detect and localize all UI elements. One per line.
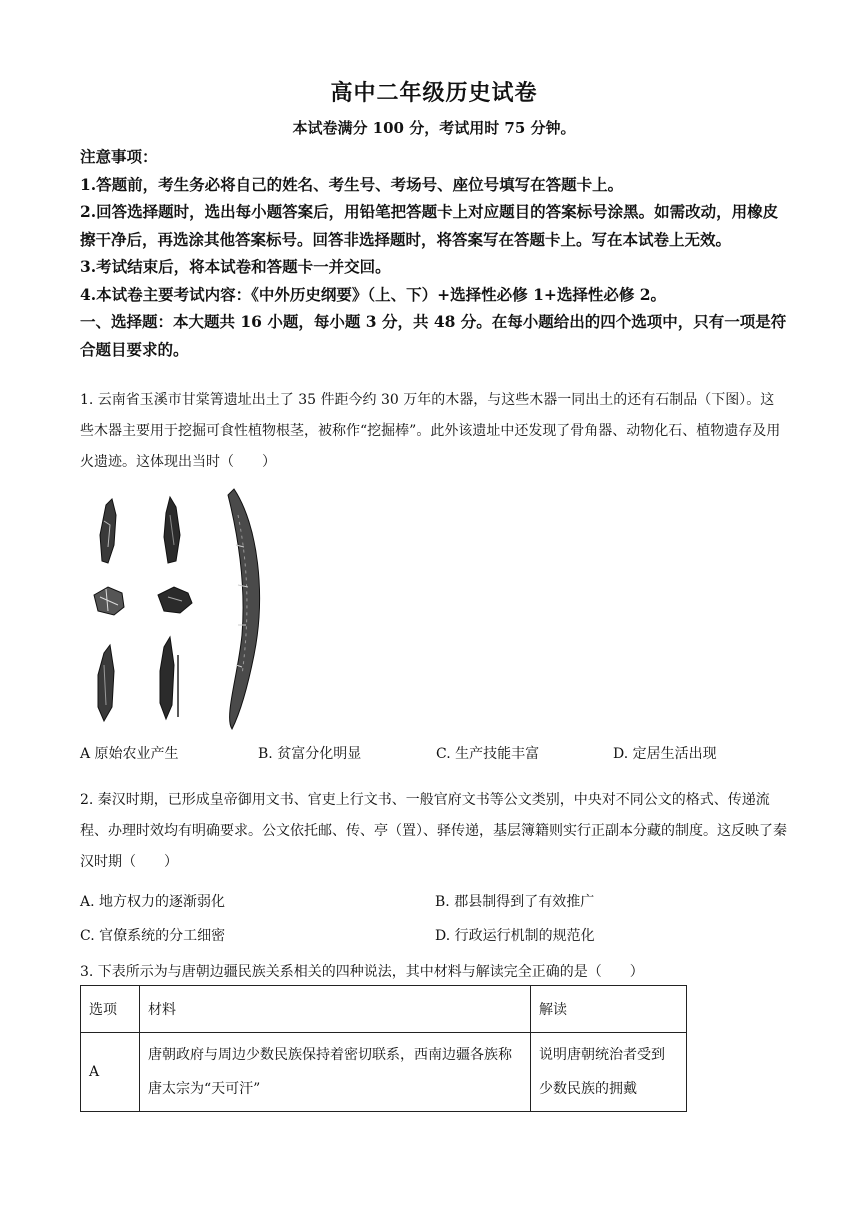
row-option: A — [81, 1033, 140, 1112]
q1-option-a[interactable]: A 原始农业产生 — [80, 746, 179, 762]
q1-option-b[interactable]: B. 贫富分化明显 — [258, 746, 362, 762]
note-item-1: 1.答题前，考生务必将自己的姓名、考生号、考场号、座位号填写在答题卡上。 — [80, 174, 624, 194]
section-heading: 一、选择题：本大题共 16 小题，每小题 3 分，共 48 分。在每小题给出的四个选项中，只有一项是符合题目要求的。 — [80, 312, 787, 359]
q2-option-a[interactable]: A. 地方权力的逐渐弱化 — [80, 894, 226, 910]
q1-option-d[interactable]: D. 定居生活出现 — [613, 746, 717, 762]
q2-option-b[interactable]: B. 郡县制得到了有效推广 — [435, 894, 595, 910]
question-1-stem: 1. 云南省玉溪市甘棠箐遗址出土了 35 件距今约 30 万年的木器，与这些木器一同出土的还有石制品（下图）。这些木器主要用于挖掘可食性植物根茎，被称作“挖掘棒”。此外该遗址中还发现了骨角器、动物化石、植物遗存及用火遗迹。这体现出当时（ ） — [80, 392, 781, 470]
exam-title: 高中二年级历史试卷 — [330, 80, 538, 106]
row-reading: 说明唐朝统治者受到少数民族的拥戴 — [531, 1033, 687, 1112]
artifact-figure — [88, 485, 268, 735]
question-3-stem: 3. 下表所示为与唐朝边疆民族关系相关的四种说法，其中材料与解读完全正确的是（ ） — [80, 964, 644, 980]
note-item-2: 2.回答选择题时，选出每小题答案后，用铅笔把答题卡上对应题目的答案标号涂黑。如需改动，用橡皮擦干净后，再选涂其他答案标号。回答非选择题时，将答案写在答题卡上。写在本试卷上无效。 — [80, 202, 779, 249]
question-1-options — [80, 743, 773, 763]
question-1 — [80, 385, 788, 478]
table-row — [81, 1033, 687, 1112]
stone-tools-image — [94, 489, 260, 729]
q2-options-row-1 — [80, 891, 735, 911]
question-2 — [80, 785, 788, 878]
table-header-row — [81, 986, 687, 1033]
notes-heading: 注意事项： — [80, 147, 158, 166]
question-3-table — [80, 985, 687, 1112]
notes-section — [80, 143, 788, 363]
header-reading: 解读 — [531, 986, 687, 1033]
exam-subtitle: 本试卷满分 100 分，考试用时 75 分钟。 — [292, 119, 576, 137]
header-material: 材料 — [140, 986, 531, 1033]
note-item-3: 3.考试结束后，将本试卷和答题卡一并交回。 — [80, 257, 391, 276]
question-3 — [80, 957, 788, 988]
q2-option-d[interactable]: D. 行政运行机制的规范化 — [435, 928, 595, 944]
question-2-stem: 2. 秦汉时期，已形成皇帝御用文书、官吏上行文书、一般官府文书等公文类别，中央对不同公文的格式、传递流程、办理时效均有明确要求。公文依托邮、传、亭（置）、驿传递，基层簿籍则实行正副本分藏的制度。这反映了秦汉时期（ ） — [80, 792, 787, 870]
q2-option-c[interactable]: C. 官僚系统的分工细密 — [80, 928, 226, 944]
note-item-4: 4.本试卷主要考试内容：《中外历史纲要》（上、下）+选择性必修 1+选择性必修 2。 — [80, 284, 667, 304]
q1-option-c[interactable]: C. 生产技能丰富 — [436, 746, 540, 762]
header-option: 选项 — [81, 986, 140, 1033]
q2-options-row-2 — [80, 925, 735, 945]
row-material: 唐朝政府与周边少数民族保持着密切联系，西南边疆各族称唐太宗为“天可汗” — [140, 1033, 531, 1112]
